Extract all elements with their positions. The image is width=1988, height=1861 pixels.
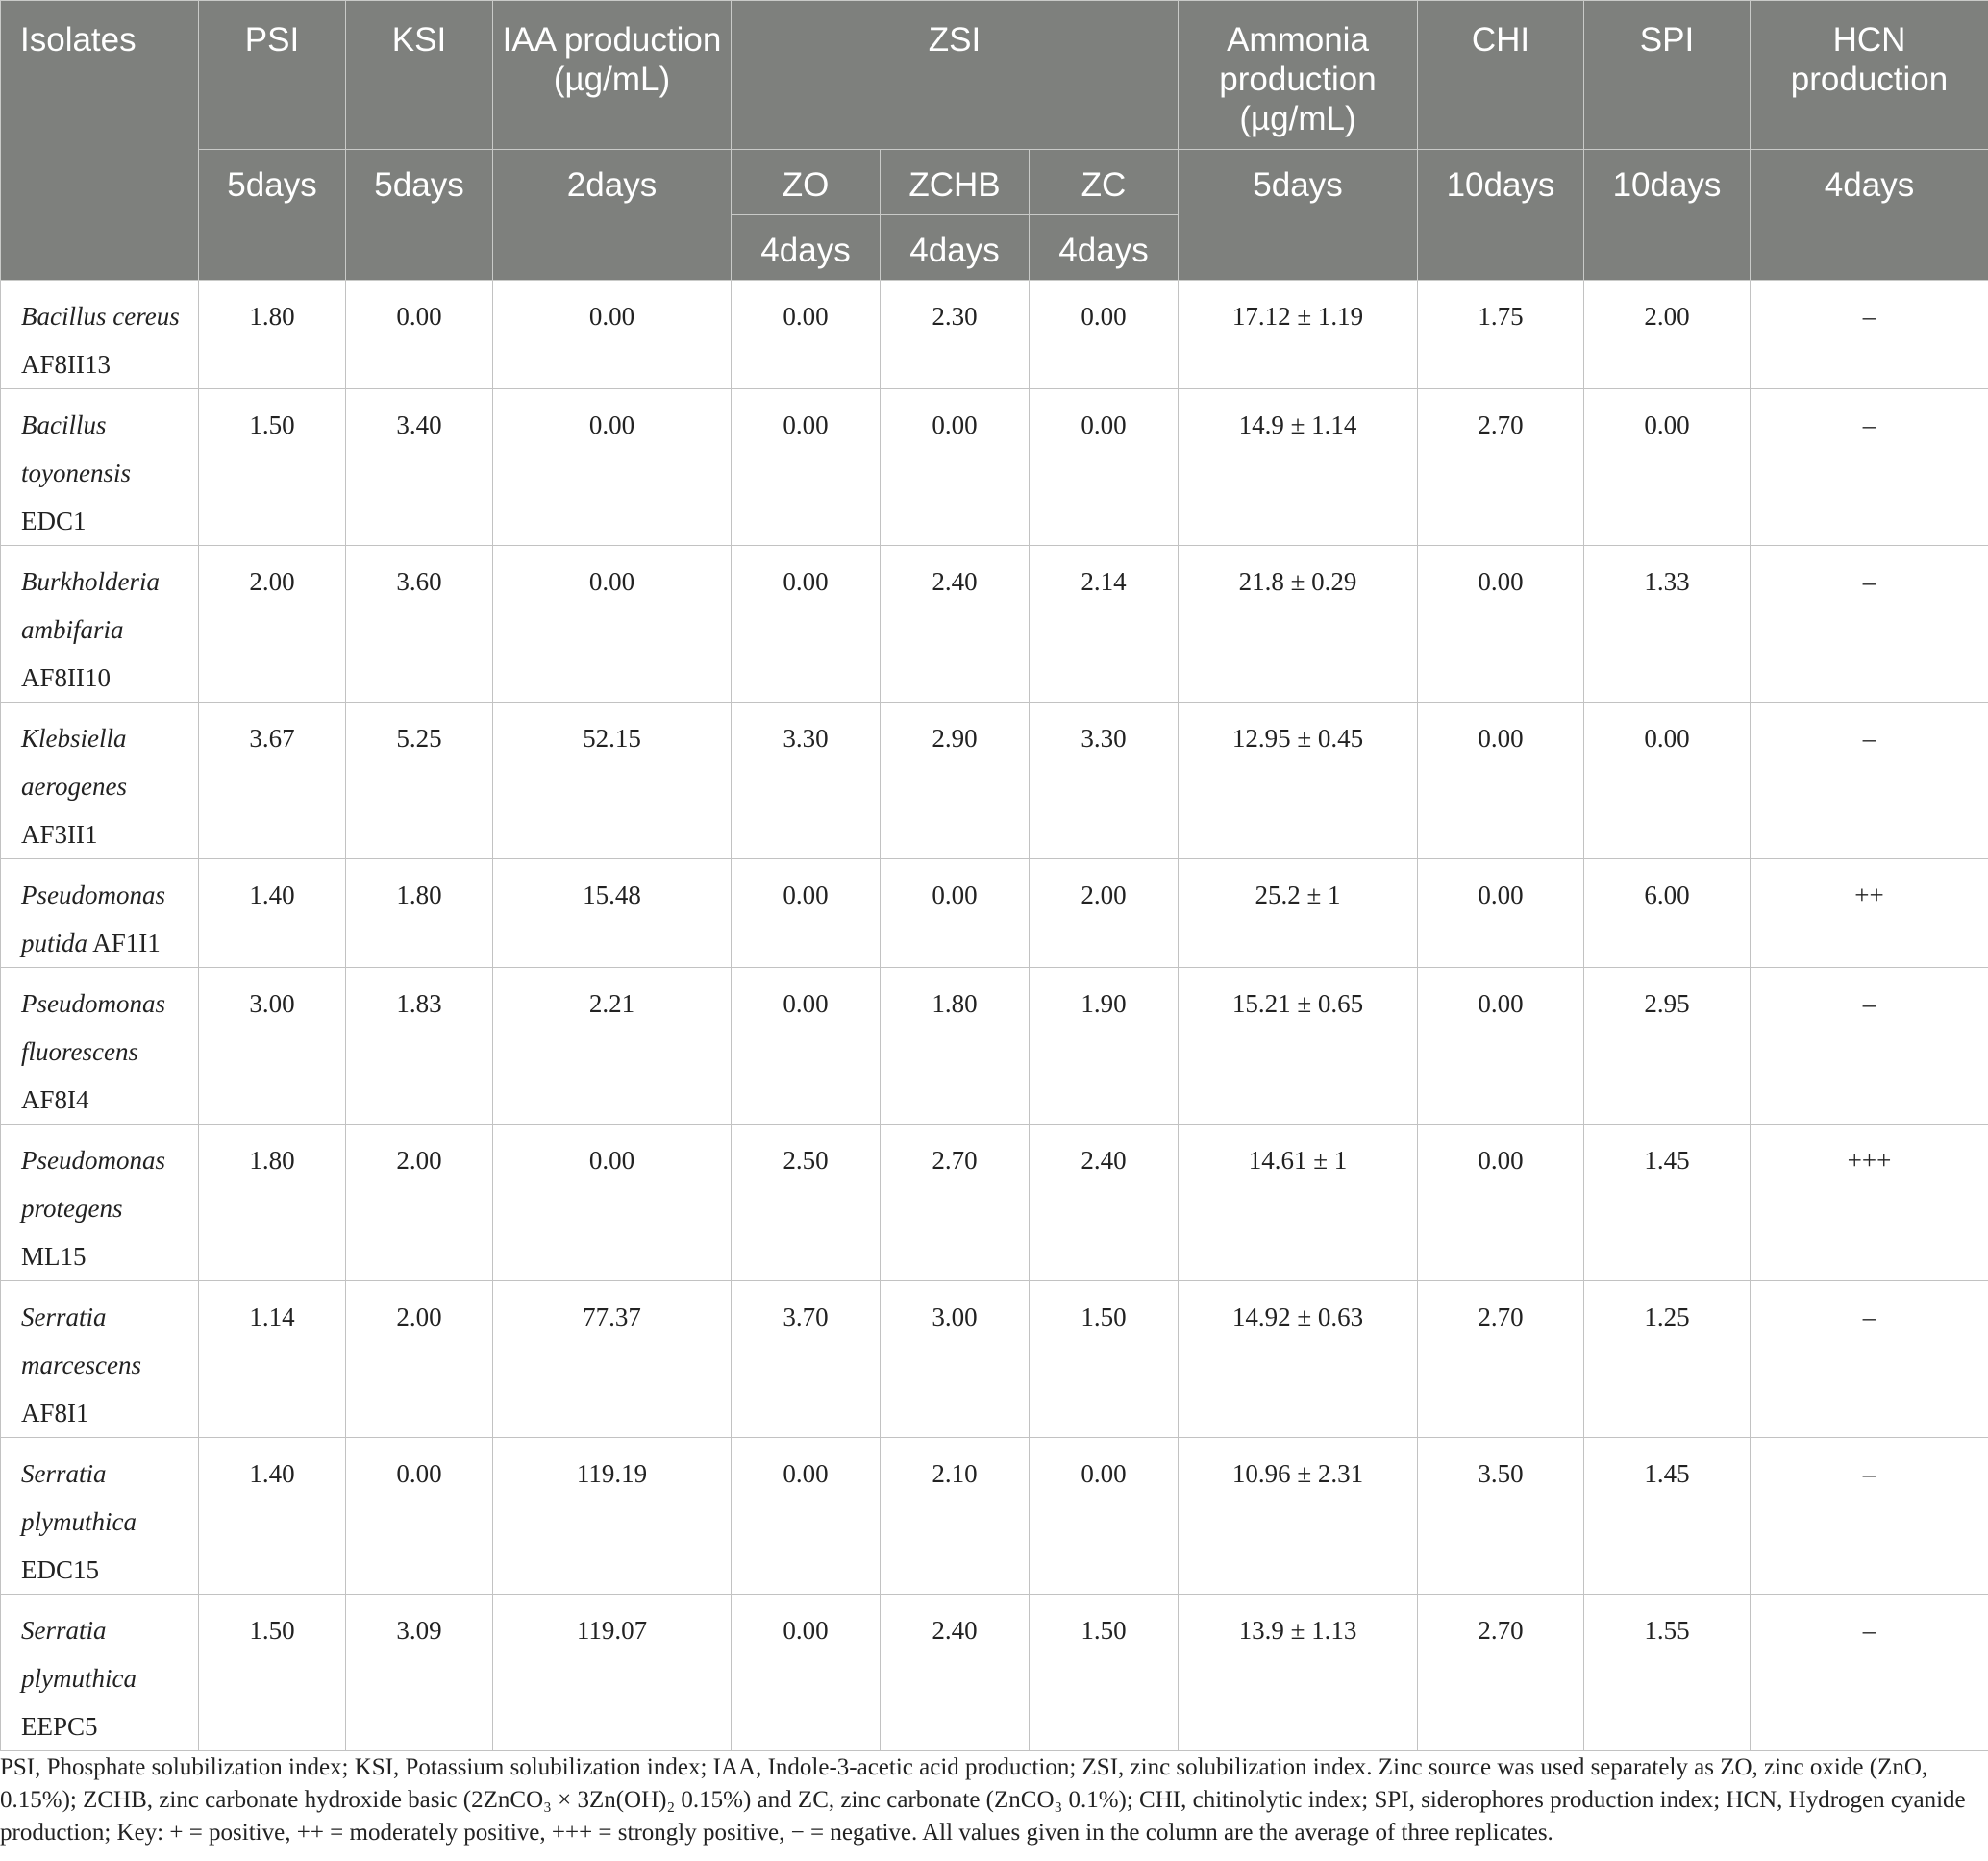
cell-zc: 3.30 xyxy=(1030,703,1179,859)
isolate-species: Pseudomonas putida xyxy=(21,881,165,957)
isolate-species: Bacillus cereus xyxy=(21,302,180,331)
cell-zo: 0.00 xyxy=(732,1438,881,1595)
cell-spi: 1.45 xyxy=(1584,1438,1751,1595)
table-row xyxy=(1,703,1988,859)
cell-chi: 2.70 xyxy=(1418,1595,1584,1751)
cell-isolate xyxy=(1,389,199,546)
cell-ammonia: 17.12 ± 1.19 xyxy=(1179,281,1418,389)
cell-ksi: 3.09 xyxy=(346,1595,493,1751)
isolate-species: Bacillus toyonensis xyxy=(21,410,131,487)
cell-spi: 0.00 xyxy=(1584,703,1751,859)
header-hcn-days: 4days xyxy=(1751,150,1988,281)
cell-zc: 0.00 xyxy=(1030,389,1179,546)
cell-chi: 0.00 xyxy=(1418,1125,1584,1281)
isolate-strain: AF8I1 xyxy=(21,1399,89,1427)
cell-ksi: 5.25 xyxy=(346,703,493,859)
cell-zo: 3.70 xyxy=(732,1281,881,1438)
cell-zc: 2.40 xyxy=(1030,1125,1179,1281)
cell-zo: 0.00 xyxy=(732,1595,881,1751)
cell-psi: 1.50 xyxy=(199,389,346,546)
cell-zo: 2.50 xyxy=(732,1125,881,1281)
cell-spi: 1.25 xyxy=(1584,1281,1751,1438)
table-row xyxy=(1,859,1988,968)
cell-spi: 6.00 xyxy=(1584,859,1751,968)
header-chi-days: 10days xyxy=(1418,150,1584,281)
cell-zc: 1.90 xyxy=(1030,968,1179,1125)
cell-psi: 3.67 xyxy=(199,703,346,859)
cell-isolate xyxy=(1,968,199,1125)
cell-chi: 2.70 xyxy=(1418,389,1584,546)
isolate-strain: AF8I4 xyxy=(21,1085,89,1114)
cell-zo: 0.00 xyxy=(732,281,881,389)
cell-zc: 0.00 xyxy=(1030,281,1179,389)
cell-ammonia: 15.21 ± 0.65 xyxy=(1179,968,1418,1125)
isolate-strain: AF1I1 xyxy=(92,929,161,957)
isolate-strain: EEPC5 xyxy=(21,1712,98,1741)
header-ammonia: Ammonia production (µg/mL) xyxy=(1179,1,1418,150)
cell-zc: 1.50 xyxy=(1030,1281,1179,1438)
isolate-species: Burkholderia ambifaria xyxy=(21,567,160,644)
header-zchb: ZCHB xyxy=(881,150,1030,215)
table-row xyxy=(1,546,1988,703)
cell-ammonia: 14.61 ± 1 xyxy=(1179,1125,1418,1281)
header-ksi-days: 5days xyxy=(346,150,493,281)
header-iaa-days: 2days xyxy=(493,150,732,281)
cell-iaa: 0.00 xyxy=(493,281,732,389)
cell-ksi: 3.40 xyxy=(346,389,493,546)
cell-zchb: 0.00 xyxy=(881,389,1030,546)
cell-spi: 1.33 xyxy=(1584,546,1751,703)
cell-ammonia: 14.9 ± 1.14 xyxy=(1179,389,1418,546)
cell-iaa: 0.00 xyxy=(493,389,732,546)
cell-ksi: 2.00 xyxy=(346,1125,493,1281)
isolate-strain: AF8II13 xyxy=(21,350,111,379)
header-zchb-days: 4days xyxy=(881,215,1030,281)
cell-iaa: 2.21 xyxy=(493,968,732,1125)
cell-zchb: 1.80 xyxy=(881,968,1030,1125)
cell-zo: 0.00 xyxy=(732,859,881,968)
table-row xyxy=(1,389,1988,546)
cell-ksi: 1.80 xyxy=(346,859,493,968)
cell-zchb: 0.00 xyxy=(881,859,1030,968)
cell-chi: 0.00 xyxy=(1418,703,1584,859)
header-zo-days: 4days xyxy=(732,215,881,281)
table-body xyxy=(1,281,1988,1751)
header-psi-days: 5days xyxy=(199,150,346,281)
cell-zchb: 2.30 xyxy=(881,281,1030,389)
cell-chi: 3.50 xyxy=(1418,1438,1584,1595)
isolate-strain: EDC15 xyxy=(21,1555,99,1584)
cell-psi: 3.00 xyxy=(199,968,346,1125)
table-row xyxy=(1,1595,1988,1751)
cell-ksi: 0.00 xyxy=(346,1438,493,1595)
cell-hcn: – xyxy=(1751,281,1988,389)
table-footnote: PSI, Phosphate solubilization index; KSI, Potassium solubilization index; IAA, Indole-3-acetic acid production; ZSI, zinc solubilization index. Zinc source was used separately as ZO, zinc oxide (ZnO, 0.15%); ZCHB, zinc carbonate hydroxide basic (2ZnCO₃ × 3Zn(OH)₂ 0.15%) and ZC, zinc carbonate (ZnCO₃ 0.1%); CHI, chitinolytic index; SPI, siderophores production index; HCN, Hydrogen cyanide production; Key: + = positive, ++ = moderately positive, +++ = strongly positive, − = negative. All values given in the column are the average of three replicates. xyxy=(0,1754,1966,1846)
cell-iaa: 15.48 xyxy=(493,859,732,968)
cell-ammonia: 14.92 ± 0.63 xyxy=(1179,1281,1418,1438)
cell-zc: 2.00 xyxy=(1030,859,1179,968)
cell-zc: 0.00 xyxy=(1030,1438,1179,1595)
cell-psi: 1.80 xyxy=(199,281,346,389)
isolate-species: Pseudomonas protegens xyxy=(21,1146,165,1223)
cell-isolate xyxy=(1,546,199,703)
header-psi: PSI xyxy=(199,1,346,150)
isolate-species: Pseudomonas fluorescens xyxy=(21,989,165,1066)
table-row xyxy=(1,281,1988,389)
isolate-strain: ML15 xyxy=(21,1242,87,1271)
header-zsi: ZSI xyxy=(732,1,1179,150)
header-zc: ZC xyxy=(1030,150,1179,215)
cell-chi: 1.75 xyxy=(1418,281,1584,389)
cell-zo: 0.00 xyxy=(732,968,881,1125)
header-spi-days: 10days xyxy=(1584,150,1751,281)
cell-iaa: 77.37 xyxy=(493,1281,732,1438)
cell-hcn: – xyxy=(1751,1438,1988,1595)
cell-hcn: ++ xyxy=(1751,859,1988,968)
cell-zo: 3.30 xyxy=(732,703,881,859)
isolate-strain: AF8II10 xyxy=(21,663,111,692)
cell-ksi: 2.00 xyxy=(346,1281,493,1438)
cell-isolate xyxy=(1,1438,199,1595)
header-ammonia-days: 5days xyxy=(1179,150,1418,281)
header-ksi: KSI xyxy=(346,1,493,150)
cell-ammonia: 21.8 ± 0.29 xyxy=(1179,546,1418,703)
cell-spi: 1.45 xyxy=(1584,1125,1751,1281)
table-row xyxy=(1,1281,1988,1438)
cell-psi: 2.00 xyxy=(199,546,346,703)
header-iaa: IAA production (µg/mL) xyxy=(493,1,732,150)
cell-ammonia: 10.96 ± 2.31 xyxy=(1179,1438,1418,1595)
cell-spi: 2.95 xyxy=(1584,968,1751,1125)
header-spi: SPI xyxy=(1584,1,1751,150)
cell-chi: 0.00 xyxy=(1418,859,1584,968)
cell-hcn: – xyxy=(1751,968,1988,1125)
cell-psi: 1.80 xyxy=(199,1125,346,1281)
cell-ammonia: 12.95 ± 0.45 xyxy=(1179,703,1418,859)
isolate-strain: AF3II1 xyxy=(21,820,98,849)
cell-zchb: 2.40 xyxy=(881,1595,1030,1751)
cell-spi: 2.00 xyxy=(1584,281,1751,389)
cell-spi: 1.55 xyxy=(1584,1595,1751,1751)
table-row xyxy=(1,1438,1988,1595)
cell-zc: 1.50 xyxy=(1030,1595,1179,1751)
cell-spi: 0.00 xyxy=(1584,389,1751,546)
cell-iaa: 52.15 xyxy=(493,703,732,859)
cell-zo: 0.00 xyxy=(732,546,881,703)
isolate-species: Serratia marcescens xyxy=(21,1303,141,1379)
cell-hcn: – xyxy=(1751,703,1988,859)
cell-isolate xyxy=(1,1125,199,1281)
cell-zo: 0.00 xyxy=(732,389,881,546)
table-header xyxy=(1,1,1988,281)
cell-psi: 1.14 xyxy=(199,1281,346,1438)
header-chi: CHI xyxy=(1418,1,1584,150)
cell-hcn: – xyxy=(1751,546,1988,703)
cell-psi: 1.40 xyxy=(199,1438,346,1595)
cell-hcn: – xyxy=(1751,1595,1988,1751)
cell-zchb: 3.00 xyxy=(881,1281,1030,1438)
isolate-strain: EDC1 xyxy=(21,507,87,535)
cell-iaa: 0.00 xyxy=(493,546,732,703)
isolate-species: Serratia plymuthica xyxy=(21,1616,137,1693)
cell-zchb: 2.70 xyxy=(881,1125,1030,1281)
cell-isolate xyxy=(1,859,199,968)
cell-psi: 1.40 xyxy=(199,859,346,968)
cell-psi: 1.50 xyxy=(199,1595,346,1751)
header-isolates: Isolates xyxy=(1,1,199,281)
table-row xyxy=(1,1125,1988,1281)
cell-chi: 2.70 xyxy=(1418,1281,1584,1438)
isolate-species: Serratia plymuthica xyxy=(21,1459,137,1536)
cell-iaa: 0.00 xyxy=(493,1125,732,1281)
cell-ksi: 1.83 xyxy=(346,968,493,1125)
cell-chi: 0.00 xyxy=(1418,546,1584,703)
cell-hcn: +++ xyxy=(1751,1125,1988,1281)
cell-isolate xyxy=(1,703,199,859)
isolate-species: Klebsiella aerogenes xyxy=(21,724,127,801)
cell-iaa: 119.19 xyxy=(493,1438,732,1595)
header-hcn: HCN production xyxy=(1751,1,1988,150)
cell-chi: 0.00 xyxy=(1418,968,1584,1125)
cell-isolate xyxy=(1,1281,199,1438)
header-zc-days: 4days xyxy=(1030,215,1179,281)
cell-ammonia: 25.2 ± 1 xyxy=(1179,859,1418,968)
cell-zchb: 2.10 xyxy=(881,1438,1030,1595)
cell-ksi: 3.60 xyxy=(346,546,493,703)
header-zo: ZO xyxy=(732,150,881,215)
cell-isolate xyxy=(1,281,199,389)
cell-ammonia: 13.9 ± 1.13 xyxy=(1179,1595,1418,1751)
cell-zchb: 2.90 xyxy=(881,703,1030,859)
cell-iaa: 119.07 xyxy=(493,1595,732,1751)
cell-hcn: – xyxy=(1751,389,1988,546)
cell-hcn: – xyxy=(1751,1281,1988,1438)
cell-zc: 2.14 xyxy=(1030,546,1179,703)
cell-isolate xyxy=(1,1595,199,1751)
cell-ksi: 0.00 xyxy=(346,281,493,389)
cell-zchb: 2.40 xyxy=(881,546,1030,703)
table-row xyxy=(1,968,1988,1125)
